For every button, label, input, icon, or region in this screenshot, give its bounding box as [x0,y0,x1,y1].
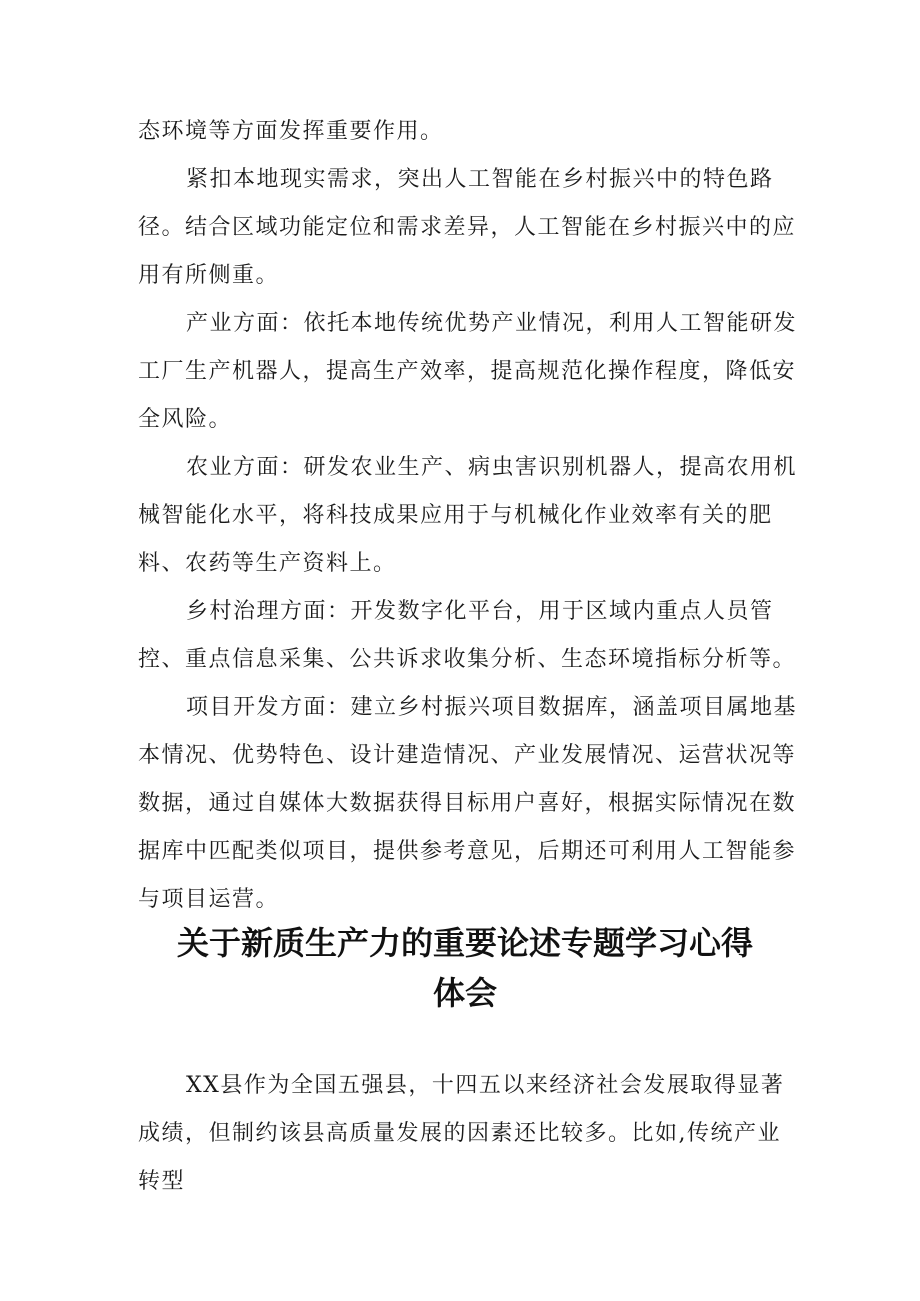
article-heading [130,918,800,1018]
paragraph-local-needs: 紧扣本地现实需求，突出人工智能在乡村振兴中的特色路径。结合区域功能定位和需求差异，人工智能在乡村振兴中的应用有所侧重。 [138,167,797,288]
heading-line-1: 关于新质生产力的重要论述专题学习心得 [176,924,753,962]
paragraph-agriculture: 农业方面：研发农业生产、病虫害识别机器人，提高农用机械智能化水平，将科技成果应用于与机械化作业效率有关的肥料、农药等生产资料上。 [138,455,798,576]
paragraph-project-development: 项目开发方面：建立乡村振兴项目数据库，涵盖项目属地基本情况、优势特色、设计建造情况、产业发展情况、运营状况等数据，通过自媒体大数据获得目标用户喜好，根据实际情况在数据库中匹配类似项目，提供参考意见，后期还可利用人工智能参与项目运营。 [138,695,798,912]
upper-body-text [138,108,798,924]
heading-line-2: 体会 [432,974,497,1012]
paragraph-industry: 产业方面：依托本地传统优势产业情况，利用人工智能研发工厂生产机器人，提高生产效率，提高规范化操作程度，降低安全风险。 [138,311,798,432]
lower-body-text [138,1062,798,1206]
paragraph-rural-governance: 乡村治理方面：开发数字化平台，用于区域内重点人员管控、重点信息采集、公共诉求收集分析、生态环境指标分析等。 [138,599,797,672]
paragraph-continuation: 态环境等方面发挥重要作用。 [138,119,444,144]
paragraph-county-intro: XX县作为全国五强县，十四五以来经济社会发展取得显著成绩，但制约该县高质量发展的因素还比较多。比如,传统产业转型 [138,1073,785,1194]
